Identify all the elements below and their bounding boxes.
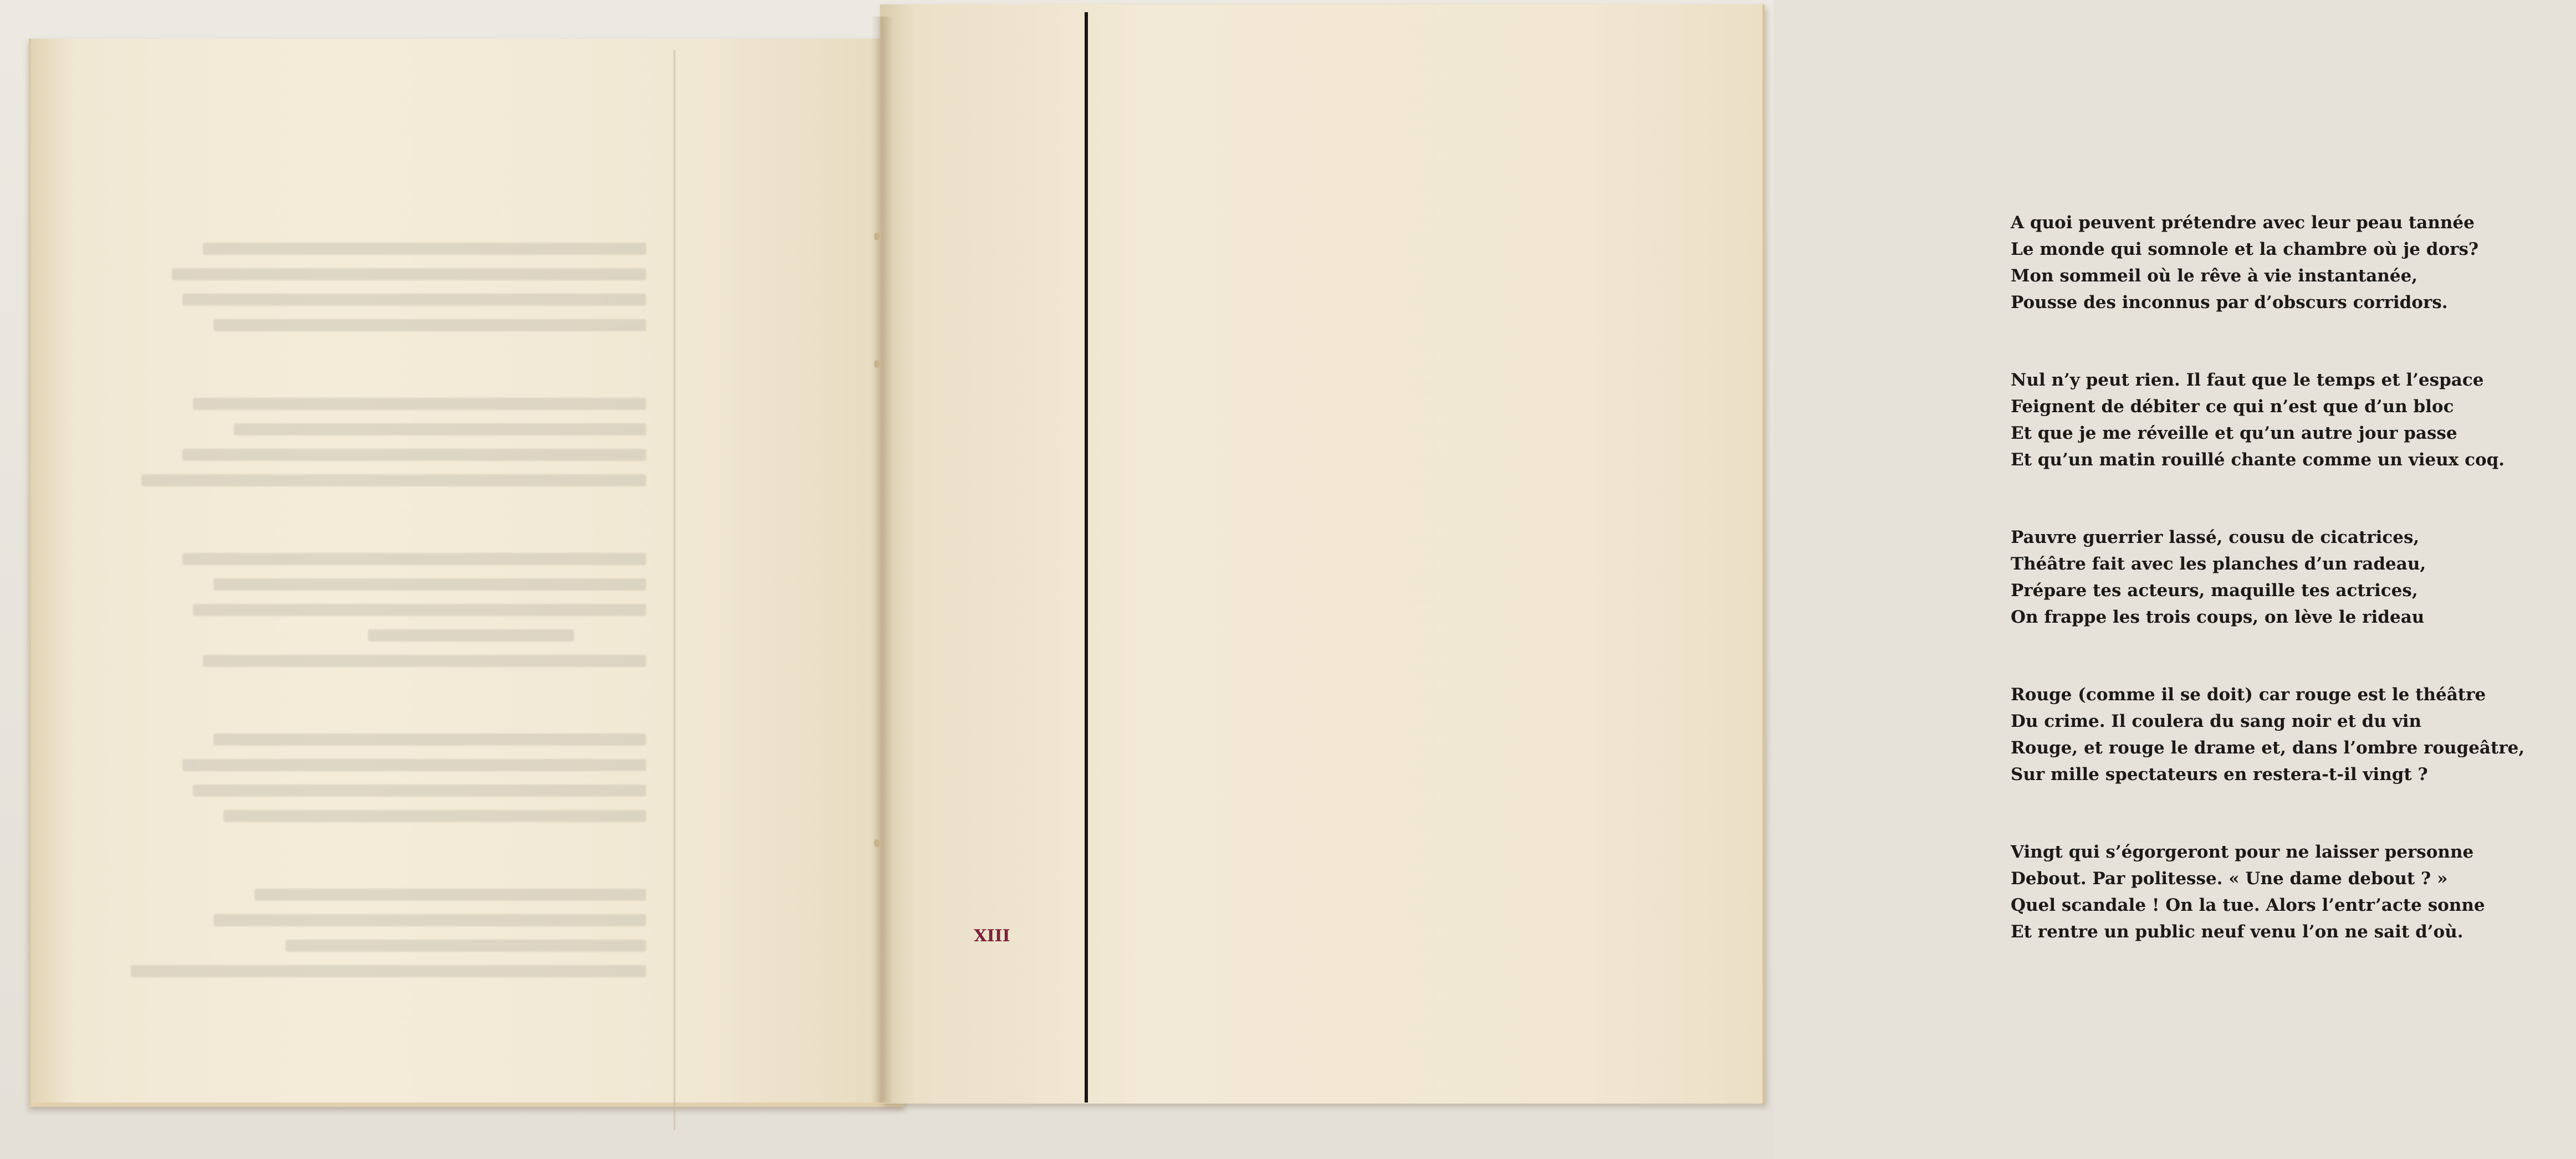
left-page	[29, 39, 904, 1107]
stanza	[2011, 839, 2576, 945]
poem	[2011, 209, 2576, 945]
poem-line: On frappe les trois coups, on lève le rideau	[2011, 607, 2425, 627]
poem-line: Rouge, et rouge le drame et, dans l’ombre rougeâtre,	[2011, 738, 2525, 758]
book-gutter	[871, 17, 893, 1102]
poem-line: Et rentre un public neuf venu l’on ne sait d’où.	[2011, 922, 2463, 942]
poem-line: Mon sommeil où le rêve à vie instantanée,	[2011, 266, 2418, 286]
poem-line: Feignent de débiter ce qui n’est que d’un bloc	[2011, 397, 2454, 417]
poem-line: Quel scandale ! On la tue. Alors l’entr’acte sonne	[2011, 895, 2485, 915]
binding-stitch	[874, 233, 880, 240]
stanza	[2011, 524, 2576, 630]
stanza	[2011, 209, 2576, 316]
left-page-fold	[673, 50, 676, 1130]
poem-line: Prépare tes acteurs, maquille tes actrices,	[2011, 581, 2418, 601]
poem-line: Et qu’un matin rouillé chante comme un vieux coq.	[2011, 450, 2505, 470]
poem-line: Pauvre guerrier lassé, cousu de cicatrices,	[2011, 527, 2420, 547]
poem-line: A quoi peuvent prétendre avec leur peau tannée	[2011, 213, 2475, 233]
binding-stitch	[874, 839, 880, 847]
binding-stitch	[874, 360, 880, 368]
bleed-through-text	[131, 243, 646, 991]
page-number: XIII	[974, 926, 1010, 946]
poem-line: Debout. Par politesse. « Une dame debout ? »	[2011, 869, 2448, 889]
poem-line: Nul n’y peut rien. Il faut que le temps et l’espace	[2011, 370, 2484, 390]
vertical-rule	[1085, 12, 1088, 1102]
poem-line: Du crime. Il coulera du sang noir et du vin	[2011, 711, 2422, 731]
poem-line: Le monde qui somnole et la chambre où je dors?	[2011, 239, 2479, 259]
stanza	[2011, 681, 2576, 788]
stanza	[2011, 367, 2576, 473]
poem-line: Rouge (comme il se doit) car rouge est le théâtre	[2011, 685, 2486, 705]
poem-line: Pousse des inconnus par d’obscurs corridors.	[2011, 293, 2448, 312]
poem-line: Et que je me réveille et qu’un autre jour passe	[2011, 423, 2457, 443]
open-book	[22, 0, 2525, 1114]
poem-line: Sur mille spectateurs en restera-t-il vingt ?	[2011, 765, 2428, 784]
poem-line: Théâtre fait avec les planches d’un radeau,	[2011, 554, 2426, 574]
poem-line: Vingt qui s’égorgeront pour ne laisser personne	[2011, 842, 2474, 862]
